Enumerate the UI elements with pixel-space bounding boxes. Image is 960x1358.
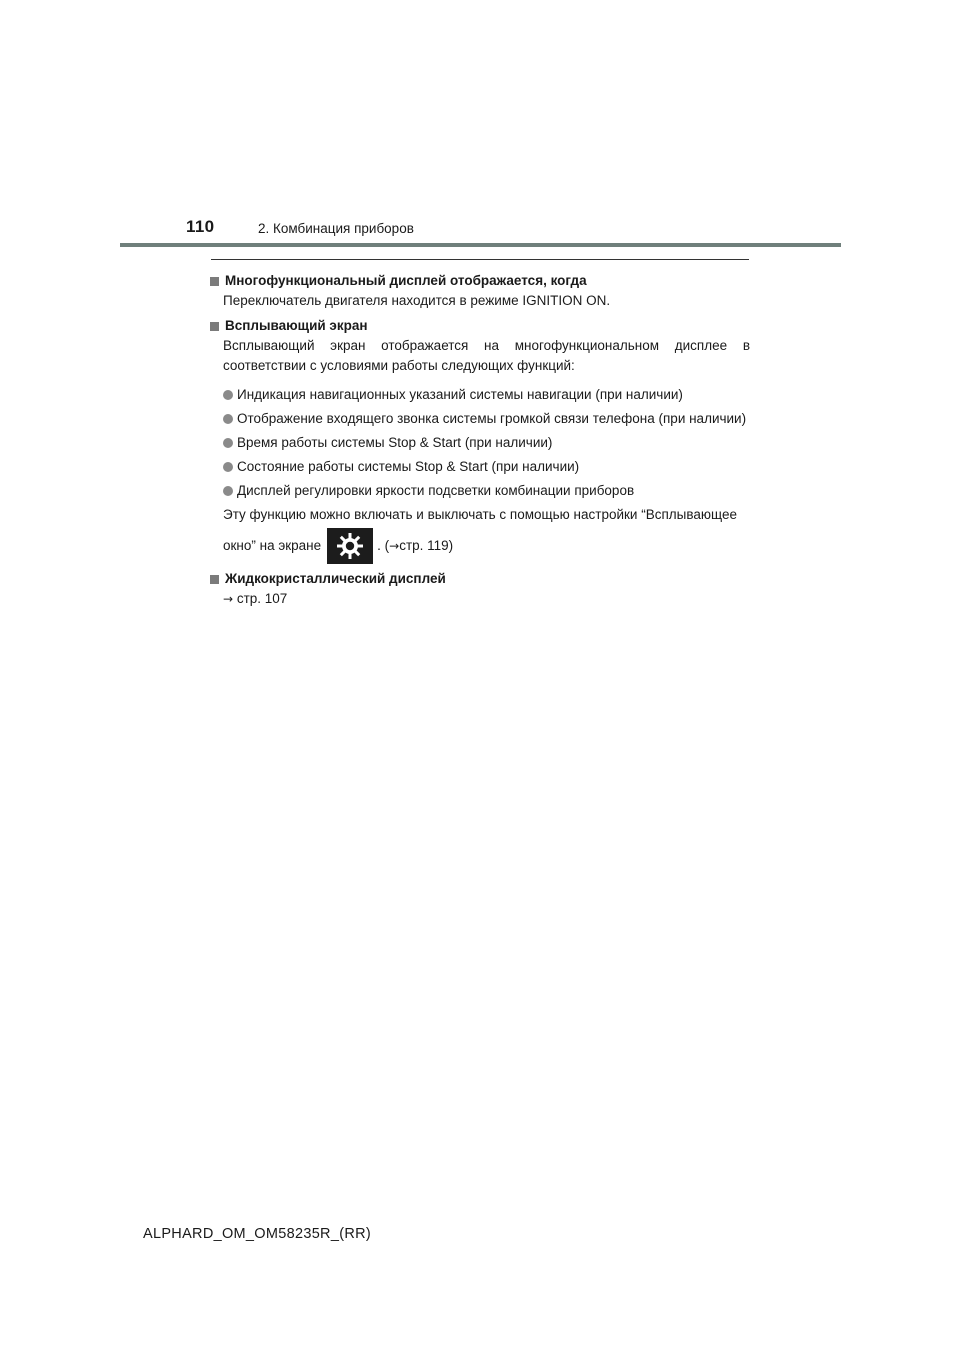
list-item-text: Время работы системы Stop & Start (при наличии) [237, 435, 553, 450]
list-item-text: Состояние работы системы Stop & Start (при наличии) [237, 459, 580, 474]
section-heading-display-conditions [210, 271, 750, 291]
section-heading-text: Всплывающий экран [225, 318, 368, 333]
arrow-right-icon: → [223, 592, 234, 606]
page-reference-link[interactable]: стр. 107 [236, 591, 288, 606]
square-bullet-icon [210, 277, 219, 286]
circle-bullet-icon [223, 414, 233, 424]
list-item-text: Дисплей регулировки яркости подсветки комбинации приборов [237, 483, 635, 498]
header-divider [120, 243, 841, 247]
circle-bullet-icon [223, 462, 233, 472]
section-divider [211, 259, 749, 260]
page-number: 110 [186, 217, 215, 236]
document-code: ALPHARD_OM_OM58235R_(RR) [143, 1226, 371, 1242]
list-item-text: Индикация навигационных указаний системы навигации (при наличии) [237, 387, 683, 402]
section-heading-text: Жидкокристаллический дисплей [225, 571, 446, 586]
section-heading-text: Многофункциональный дисплей отображается, когда [225, 273, 587, 288]
note-icon-line [210, 527, 750, 565]
circle-bullet-icon [223, 390, 233, 400]
list-item [210, 457, 750, 477]
square-bullet-icon [210, 575, 219, 584]
list-item [210, 433, 750, 453]
section-paragraph: Переключатель двигателя находится в режиме IGNITION ON. [223, 293, 611, 308]
section-paragraph: Всплывающий экран отображается на многофункциональном дисплее в соответствии с условиями работы следующих функций: [223, 338, 750, 373]
section-heading-popup-screen [210, 316, 750, 336]
list-item [210, 409, 750, 429]
list-item [210, 481, 750, 501]
page-reference-line [210, 589, 750, 609]
list-item [210, 385, 750, 405]
square-bullet-icon [210, 322, 219, 331]
page-content [210, 269, 750, 609]
note-paragraph: Эту функцию можно включать и выключать с помощью настройки “Всплывающее [223, 507, 737, 522]
note-text-before-icon: окно” на экране [223, 538, 322, 553]
page-reference-link[interactable]: стр. 119) [399, 538, 454, 553]
list-item-text: Отображение входящего звонка системы громкой связи телефона (при наличии) [237, 411, 747, 426]
chapter-title: 2. Комбинация приборов [258, 221, 414, 236]
circle-bullet-icon [223, 486, 233, 496]
circle-bullet-icon [223, 438, 233, 448]
arrow-right-icon: → [389, 539, 400, 553]
gear-icon [327, 528, 373, 564]
section-heading-lcd [210, 569, 750, 589]
note-text-punctuation: . ( [377, 538, 390, 553]
